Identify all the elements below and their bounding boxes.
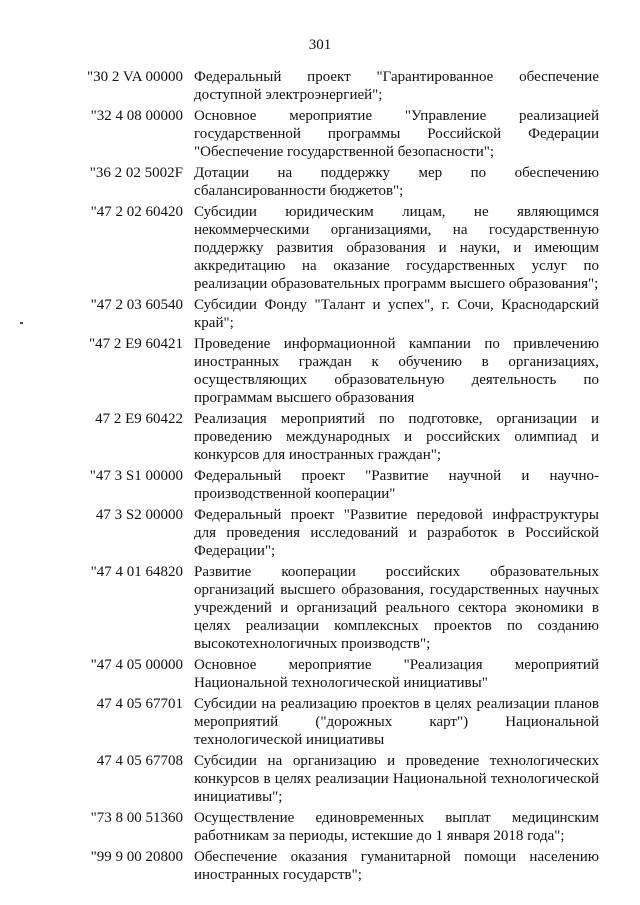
- budget-entry: [0, 752, 640, 806]
- budget-description: Субсидии на реализацию проектов в целях реализации планов мероприятий ("дорожных карт") Национальной технологической инициативы: [194, 696, 599, 748]
- budget-entry: [0, 68, 640, 104]
- budget-entry: [0, 203, 640, 293]
- budget-entry: [0, 656, 640, 692]
- budget-entry: [0, 335, 640, 407]
- budget-description: Развитие кооперации российских образовательных организаций высшего образования, государственных научных учреждений и организаций реального сектора экономики в целях реализации комплексных проектов по созданию высокотехнологичных производств";: [194, 564, 599, 652]
- budget-description: Субсидии юридическим лицам, не являющимся некоммерческими организациями, на государственную поддержку развития образования и науки, и имеющим аккредитацию на оказание государственных услуг по реализации образовательных программ высшего образования";: [194, 204, 599, 292]
- budget-entry: [0, 563, 640, 653]
- budget-description: Федеральный проект "Развитие передовой инфраструктуры для проведения исследований и разработок в Российской Федерации";: [194, 507, 599, 559]
- budget-entry: [0, 506, 640, 560]
- budget-code: "32 4 08 00000: [90, 108, 183, 124]
- budget-code: "99 9 00 20800: [90, 849, 183, 865]
- budget-description: Основное мероприятие "Управление реализацией государственной программы Российской Федерации "Обеспечение государственной безопасности";: [194, 108, 599, 160]
- budget-entry: [0, 164, 640, 200]
- page-number: 301: [308, 37, 332, 53]
- budget-code: 47 2 E9 60422: [95, 411, 183, 427]
- budget-description: Субсидии Фонду "Талант и успех", г. Сочи, Краснодарский край";: [194, 297, 599, 331]
- budget-description: Федеральный проект "Гарантированное обеспечение доступной электроэнергией";: [194, 69, 599, 103]
- budget-description: Осуществление единовременных выплат медицинским работникам за периоды, истекшие до 1 января 2018 года";: [194, 810, 599, 844]
- budget-description: Федеральный проект "Развитие научной и научно-производственной кооперации": [194, 468, 599, 502]
- budget-code-list: [0, 68, 640, 887]
- budget-entry: [0, 296, 640, 332]
- budget-code: "47 4 05 00000: [90, 657, 183, 673]
- budget-description: Реализация мероприятий по подготовке, организации и проведению международных и российских олимпиад и конкурсов для иностранных граждан";: [194, 411, 599, 463]
- budget-entry: [0, 809, 640, 845]
- budget-entry: [0, 410, 640, 464]
- budget-code: "47 3 S1 00000: [89, 468, 183, 484]
- budget-code: 47 3 S2 00000: [95, 507, 183, 523]
- budget-code: 47 4 05 67701: [96, 696, 183, 712]
- budget-code: "47 2 02 60420: [90, 204, 183, 220]
- budget-entry: [0, 695, 640, 749]
- budget-entry: [0, 848, 640, 884]
- budget-description: Дотации на поддержку мер по обеспечению сбалансированности бюджетов";: [194, 165, 599, 199]
- budget-description: Основное мероприятие "Реализация мероприятий Национальной технологической инициативы": [194, 657, 599, 691]
- budget-code: "73 8 00 51360: [90, 810, 183, 826]
- budget-code: "47 4 01 64820: [90, 564, 183, 580]
- budget-entry: [0, 467, 640, 503]
- budget-entry: [0, 107, 640, 161]
- budget-description: Обеспечение оказания гуманитарной помощи населению иностранных государств";: [194, 849, 599, 883]
- budget-description: Субсидии на организацию и проведение технологических конкурсов в целях реализации Национальной технологической инициативы";: [194, 753, 599, 805]
- budget-code: "36 2 02 5002F: [89, 165, 183, 181]
- budget-code: "47 2 E9 60421: [88, 336, 183, 352]
- budget-description: Проведение информационной кампании по привлечению иностранных граждан к обучению в организациях, осуществляющих образовательную деятельность по программам высшего образования: [194, 336, 599, 406]
- budget-code: "30 2 VA 00000: [86, 69, 183, 85]
- budget-code: "47 2 03 60540: [90, 297, 183, 313]
- budget-code: 47 4 05 67708: [96, 753, 183, 769]
